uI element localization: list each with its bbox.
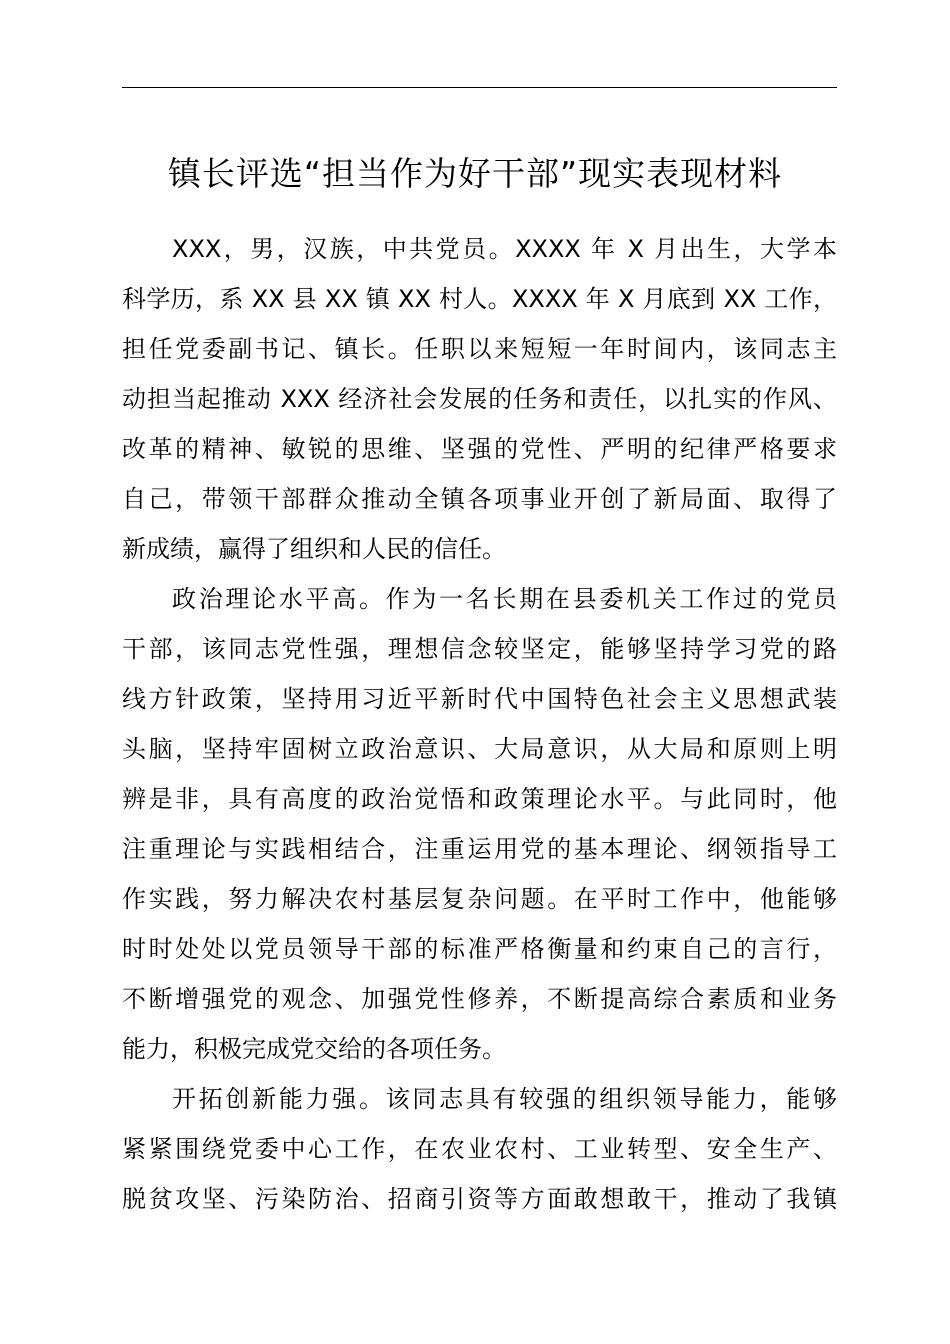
paragraph-line: 动担当起推动 XXX 经济社会发展的任务和责任，以扎实的作风、 (122, 385, 837, 413)
paragraph-line: 新成绩，赢得了组织和人民的信任。 (122, 535, 506, 563)
paragraph-line: XXX，男，汉族，中共党员。XXXX 年 X 月出生，大学本 (172, 235, 837, 263)
header-rule (122, 87, 837, 88)
paragraph-line: 紧紧围绕党委中心工作，在农业农村、工业转型、安全生产、 (122, 1135, 837, 1163)
paragraph-line: 注重理论与实践相结合，注重运用党的基本理论、纲领指导工 (122, 835, 837, 863)
paragraph-line: 干部，该同志党性强，理想信念较坚定，能够坚持学习党的路 (122, 635, 837, 663)
paragraph-line: 脱贫攻坚、污染防治、招商引资等方面敢想敢干，推动了我镇 (122, 1185, 837, 1213)
document-title: 镇长评选“担当作为好干部”现实表现材料 (167, 154, 783, 193)
paragraph-line: 作实践，努力解决农村基层复杂问题。在平时工作中，他能够 (122, 885, 837, 913)
paragraph-political-theory (122, 574, 837, 1074)
paragraph-line: 政治理论水平高。作为一名长期在县委机关工作过的党员 (172, 585, 837, 613)
paragraph-line: 头脑，坚持牢固树立政治意识、大局意识，从大局和原则上明 (122, 735, 837, 763)
paragraph-innovation (122, 1074, 837, 1224)
paragraph-line: 科学历，系 XX 县 XX 镇 XX 村人。XXXX 年 X 月底到 XX 工作， (122, 285, 837, 313)
paragraph-line: 线方针政策，坚持用习近平新时代中国特色社会主义思想武装 (122, 685, 837, 713)
paragraph-line: 开拓创新能力强。该同志具有较强的组织领导能力，能够 (172, 1085, 837, 1113)
document-body (122, 224, 837, 1224)
paragraph-line: 改革的精神、敏锐的思维、坚强的党性、严明的纪律严格要求 (122, 435, 837, 463)
paragraph-line: 能力，积极完成党交给的各项任务。 (122, 1035, 506, 1063)
paragraph-line: 担任党委副书记、镇长。任职以来短短一年时间内，该同志主 (122, 335, 837, 363)
paragraph-line: 时时处处以党员领导干部的标准严格衡量和约束自己的言行， (122, 935, 837, 963)
paragraph-line: 辨是非，具有高度的政治觉悟和政策理论水平。与此同时，他 (122, 785, 837, 813)
paragraph-intro (122, 224, 837, 574)
paragraph-line: 自己，带领干部群众推动全镇各项事业开创了新局面、取得了 (122, 485, 837, 513)
paragraph-line: 不断增强党的观念、加强党性修养，不断提高综合素质和业务 (122, 985, 837, 1013)
